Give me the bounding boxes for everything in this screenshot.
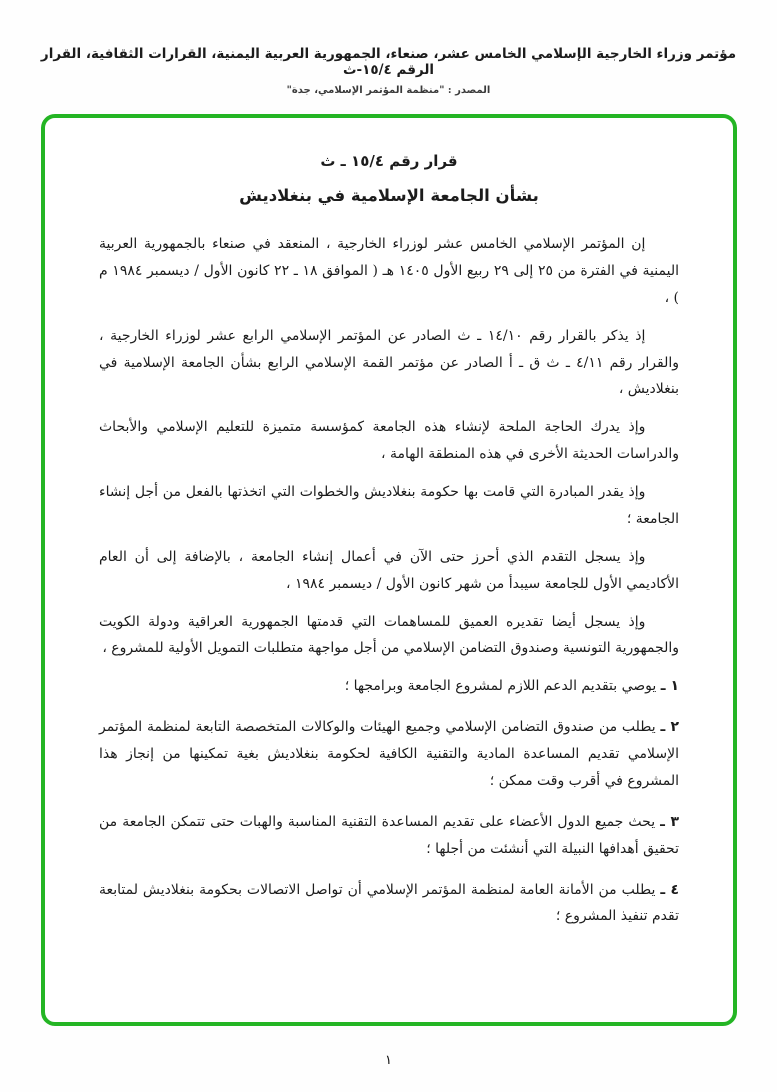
preamble-paragraph: إذ يذكر بالقرار رقم ١٤/١٠ ـ ث الصادر عن المؤتمر الإسلامي الرابع عشر لوزراء الخارجية ، والقرار رقم ٤/١١ ـ ث ق ـ أ الصادر عن مؤتمر القمة الإسلامي الرابع بشأن الجامعة الإسلامية في بنغلاديش ،: [99, 327, 679, 398]
preamble-paragraph: وإذ يدرك الحاجة الملحة لإنشاء هذه الجامعة كمؤسسة متميزة للتعليم الإسلامي والأبحاث والدراسات الحديثة الأخرى في هذه المنطقة الهامة ،: [99, 419, 679, 463]
item-text: يطلب من الأمانة العامة لمنظمة المؤتمر الإسلامي أن تواصل الاتصالات بحكومة بنغلاديش لمتابعة تقدم تنفيذ المشروع ؛: [99, 881, 679, 925]
citation-title: مؤتمر وزراء الخارجية الإسلامي الخامس عشر، صنعاء، الجمهورية العربية اليمنية، القرارات الثقافية، القرار الرقم ١٥/٤-ث: [40, 46, 737, 78]
resolution-number-title: قرار رقم ١٥/٤ ـ ث: [320, 152, 458, 170]
item-text: يوصي بتقديم الدعم اللازم لمشروع الجامعة وبرامجها ؛: [344, 678, 657, 695]
item-number: ٣ ـ: [660, 813, 679, 830]
preamble-paragraph: وإذ يسجل أيضا تقديره العميق للمساهمات التي قدمتها الجمهورية العراقية ودولة الكويت والجمهورية التونسية وصندوق التضامن الإسلامي من أجل مواجهة متطلبات التمويل الأولية للمشروع ،: [99, 613, 679, 657]
item-number: ٢ ـ: [660, 719, 679, 736]
resolution-body: [99, 231, 679, 930]
item-number: ٤ ـ: [660, 881, 679, 898]
item-text: يطلب من صندوق التضامن الإسلامي وجميع الهيئات والوكالات المتخصصة التابعة لمنظمة المؤتمر الإسلامي تقديم المساعدة المادية والتقنية الكافية لحكومة بنغلاديش بغية تمكينها من إنجاز هذا المشروع في أقرب وقت ممكن ؛: [99, 719, 679, 789]
operative-item: [99, 877, 679, 931]
page-header: [0, 0, 777, 96]
item-number: ١ ـ: [660, 678, 679, 695]
page-number: ١: [385, 1053, 392, 1068]
preamble-paragraph: إن المؤتمر الإسلامي الخامس عشر لوزراء الخارجية ، المنعقد في صنعاء بالجمهورية العربية اليمنية في الفترة من ٢٥ إلى ٢٩ ربيع الأول ١٤٠٥ هـ ( الموافق ١٨ ـ ٢٢ كانون الأول / ديسمبر ١٩٨٤ م ) ،: [99, 236, 679, 306]
preamble-paragraph: وإذ يسجل التقدم الذي أحرز حتى الآن في أعمال إنشاء الجامعة ، بالإضافة إلى أن العام الأكاديمي الأول للجامعة سيبدأ من شهر كانون الأول / ديسمبر ١٩٨٤ ،: [99, 548, 679, 592]
operative-item: [99, 673, 679, 700]
resolution-subject-title: بشأن الجامعة الإسلامية في بنغلاديش: [239, 186, 539, 205]
item-text: يحث جميع الدول الأعضاء على تقديم المساعدة التقنية المناسبة والهبات حتى تتمكن الجامعة من تحقيق أهدافها النبيلة التي أنشئت من أجلها ؛: [99, 813, 679, 857]
operative-item: [99, 714, 679, 795]
operative-items: [99, 673, 679, 930]
resolution-frame: [41, 114, 737, 1026]
operative-item: [99, 809, 679, 863]
source-line: المصدر : "منظمة المؤتمر الإسلامي، جدة": [286, 85, 491, 96]
preamble-paragraph: وإذ يقدر المبادرة التي قامت بها حكومة بنغلاديش والخطوات التي اتخذتها بالفعل من أجل إنشاء الجامعة ؛: [99, 484, 679, 527]
